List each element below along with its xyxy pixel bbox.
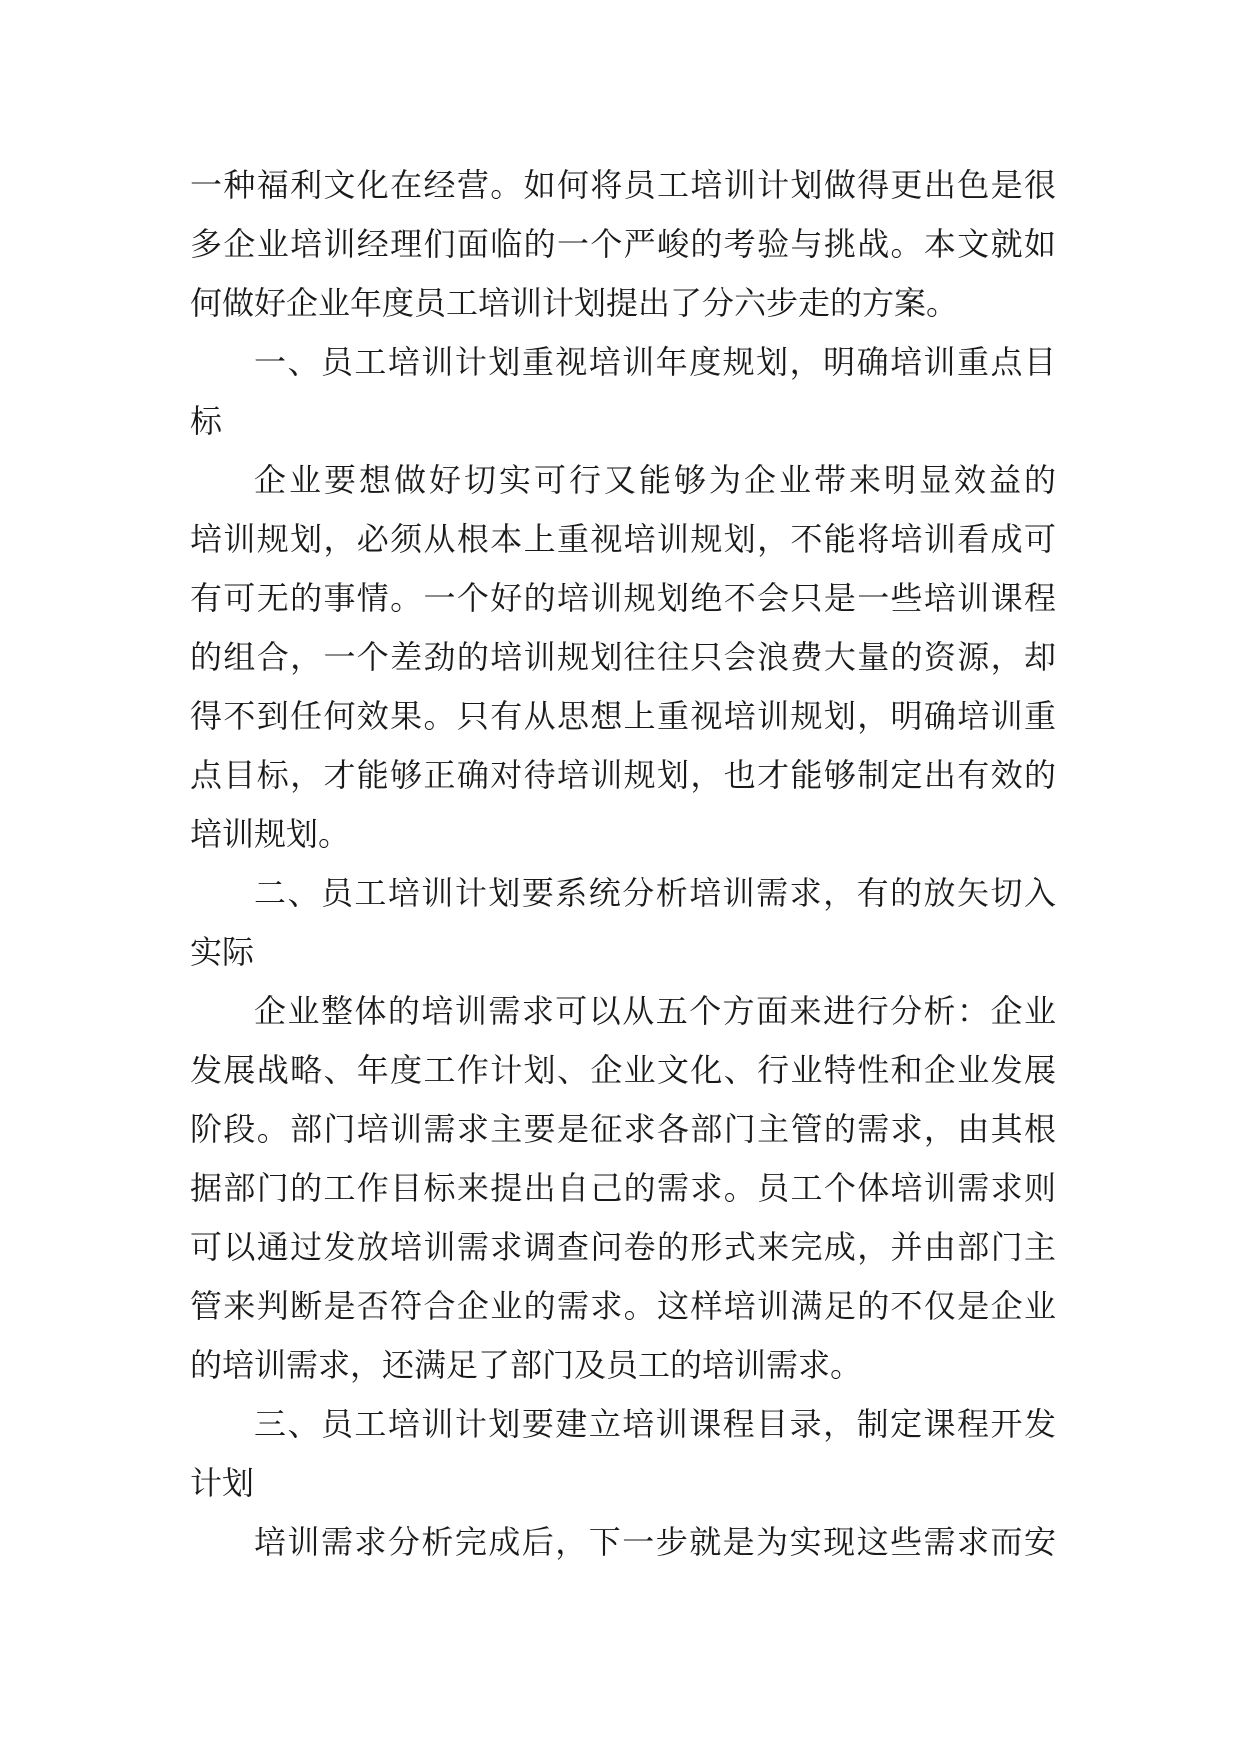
text-line: 企业要想做好切实可行又能够为企业带来明显效益的 — [254, 461, 1056, 499]
document-body — [190, 156, 1056, 1572]
text-line: 培训规划。 — [190, 815, 351, 853]
text-line: 发展战略、年度工作计划、企业文化、行业特性和企业发展 — [190, 1051, 1056, 1089]
text-line: 的培训需求，还满足了部门及员工的培训需求。 — [190, 1346, 863, 1384]
text-line: 有可无的事情。一个好的培训规划绝不会只是一些培训课程 — [190, 579, 1056, 617]
text-line: 一种福利文化在经营。如何将员工培训计划做得更出色是很 — [190, 166, 1056, 204]
text-line: 阶段。部门培训需求主要是征求各部门主管的需求，由其根 — [190, 1110, 1056, 1148]
text-line: 点目标，才能够正确对待培训规划，也才能够制定出有效的 — [190, 756, 1056, 794]
text-line: 管来判断是否符合企业的需求。这样培训满足的不仅是企业 — [190, 1287, 1056, 1325]
section-heading-line: 二、员工培训计划要系统分析培训需求，有的放矢切入 — [254, 874, 1056, 912]
text-line: 企业整体的培训需求可以从五个方面来进行分析：企业 — [254, 992, 1056, 1030]
section-heading-line: 三、员工培训计划要建立培训课程目录，制定课程开发 — [254, 1405, 1056, 1443]
section-heading-line: 标 — [190, 402, 223, 440]
text-line: 得不到任何效果。只有从思想上重视培训规划，明确培训重 — [190, 697, 1056, 735]
text-line: 的组合，一个差劲的培训规划往往只会浪费大量的资源，却 — [190, 638, 1056, 676]
text-line: 据部门的工作目标来提出自己的需求。员工个体培训需求则 — [190, 1169, 1056, 1207]
text-line: 培训需求分析完成后，下一步就是为实现这些需求而安 — [254, 1523, 1056, 1561]
text-line: 可以通过发放培训需求调查问卷的形式来完成，并由部门主 — [190, 1228, 1056, 1266]
text-line: 多企业培训经理们面临的一个严峻的考验与挑战。本文就如 — [190, 225, 1056, 263]
section-heading-line: 计划 — [190, 1464, 255, 1502]
text-line: 何做好企业年度员工培训计划提出了分六步走的方案。 — [190, 284, 959, 322]
section-heading-line: 一、员工培训计划重视培训年度规划，明确培训重点目 — [254, 343, 1056, 381]
text-line: 培训规划，必须从根本上重视培训规划，不能将培训看成可 — [190, 520, 1056, 558]
section-heading-line: 实际 — [190, 933, 255, 971]
